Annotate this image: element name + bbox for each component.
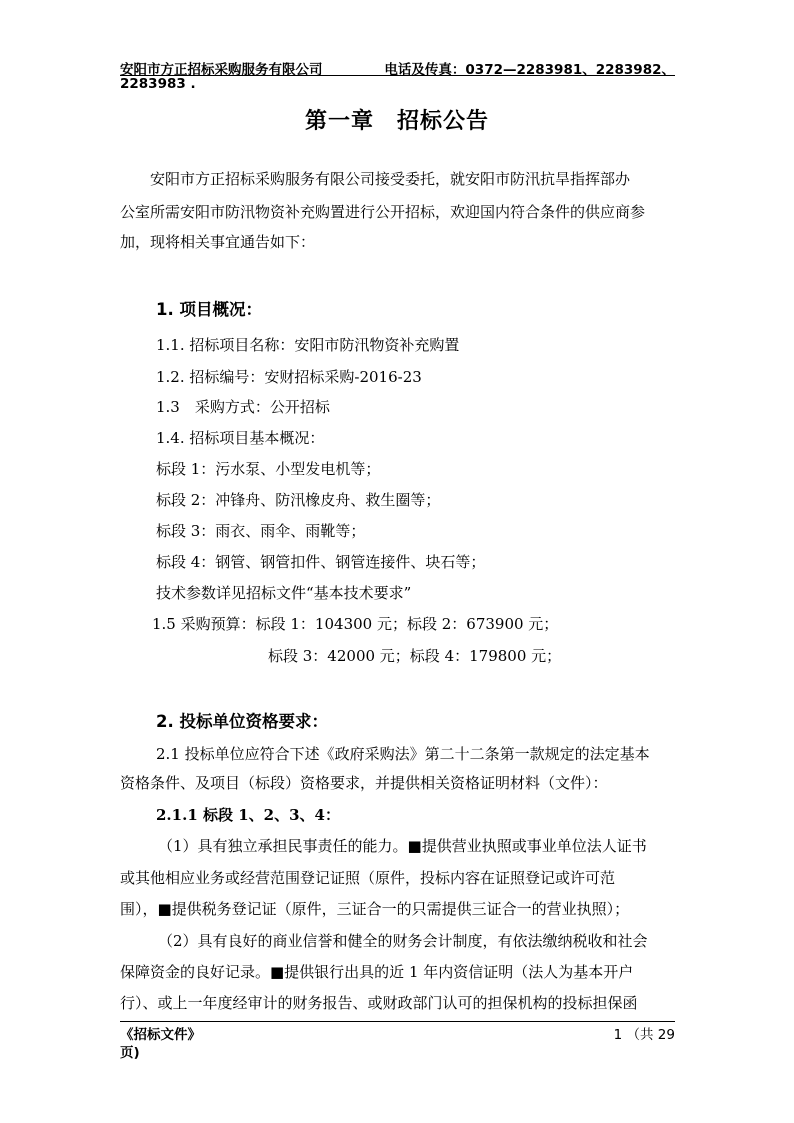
sub-heading-2-1-1: 2.1.1 标段 1、2、3、4： (156, 806, 340, 824)
page-footer (120, 1021, 675, 1061)
intro-line-1: 安阳市方正招标采购服务有限公司接受委托，就安阳市防汛抗旱指挥部办 (150, 170, 631, 188)
section-2-heading: 2. 投标单位资格要求： (156, 712, 328, 731)
req1-line-1: （1）具有独立承担民事责任的能力。■提供营业执照或事业单位法人证书 (158, 837, 647, 855)
lot-1: 标段 1：污水泵、小型发电机等； (156, 460, 381, 478)
item-1-3: 1.3 采购方式：公开招标 (156, 398, 330, 416)
section-1-heading: 1. 项目概况： (156, 300, 262, 319)
budget-line-2: 标段 3：42000 元；标段 4：179800 元； (268, 647, 562, 665)
header-contact: 电话及传真：0372—2283981、2283982、 (384, 62, 675, 78)
lot-4: 标段 4：钢管、钢管扣件、钢管连接件、块石等； (156, 553, 486, 571)
req1-line-3: 围），■提供税务登记证（原件，三证合一的只需提供三证合一的营业执照）； (120, 900, 630, 918)
req2-line-1: （2）具有良好的商业信誉和健全的财务会计制度，有依法缴纳税收和社会 (158, 932, 648, 950)
req2-line-3: 行）、或上一年度经审计的财务报告、或财政部门认可的担保机构的投标担保函 (120, 994, 638, 1012)
req-2-1-line-2: 资格条件、及项目（标段）资格要求，并提供相关资格证明材料（文件）： (120, 774, 608, 792)
footer-rule (120, 1021, 675, 1022)
item-1-2: 1.2. 招标编号：安财招标采购-2016-23 (156, 368, 422, 386)
footer-doc-name: 《招标文件》 (120, 1027, 201, 1043)
req1-line-2: 或其他相应业务或经营范围登记证照（原件，投标内容在证照登记或许可范 (120, 869, 616, 887)
footer-page-cont: 页) (120, 1045, 140, 1061)
header-rule (120, 58, 675, 76)
chapter-title: 第一章 招标公告 (304, 109, 489, 134)
lot-3: 标段 3：雨衣、雨伞、雨靴等； (156, 522, 366, 540)
header-company: 安阳市方正招标采购服务有限公司 (120, 62, 323, 78)
req-2-1-line-1: 2.1 投标单位应符合下述《政府采购法》第二十二条第一款规定的法定基本 (156, 745, 650, 763)
item-1-1: 1.1. 招标项目名称：安阳市防汛物资补充购置 (156, 336, 460, 354)
tech-params-note: 技术参数详见招标文件“基本技术要求” (156, 584, 412, 602)
lot-2: 标段 2：冲锋舟、防汛橡皮舟、救生圈等； (156, 491, 441, 509)
item-1-4: 1.4. 招标项目基本概况： (156, 429, 325, 447)
req2-line-2: 保障资金的良好记录。■提供银行出具的近 1 年内资信证明（法人为基本开户 (120, 963, 634, 981)
footer-page-number: 1 （共 29 (613, 1027, 675, 1043)
intro-line-2: 公室所需安阳市防汛物资补充购置进行公开招标，欢迎国内符合条件的供应商参 (120, 203, 646, 221)
budget-line-1: 1.5 采购预算：标段 1：104300 元；标段 2：673900 元； (152, 615, 559, 633)
page-header (120, 58, 675, 92)
header-contact-cont: 2283983 . (120, 76, 196, 92)
intro-line-3: 加，现将相关事宜通告如下： (120, 233, 316, 251)
